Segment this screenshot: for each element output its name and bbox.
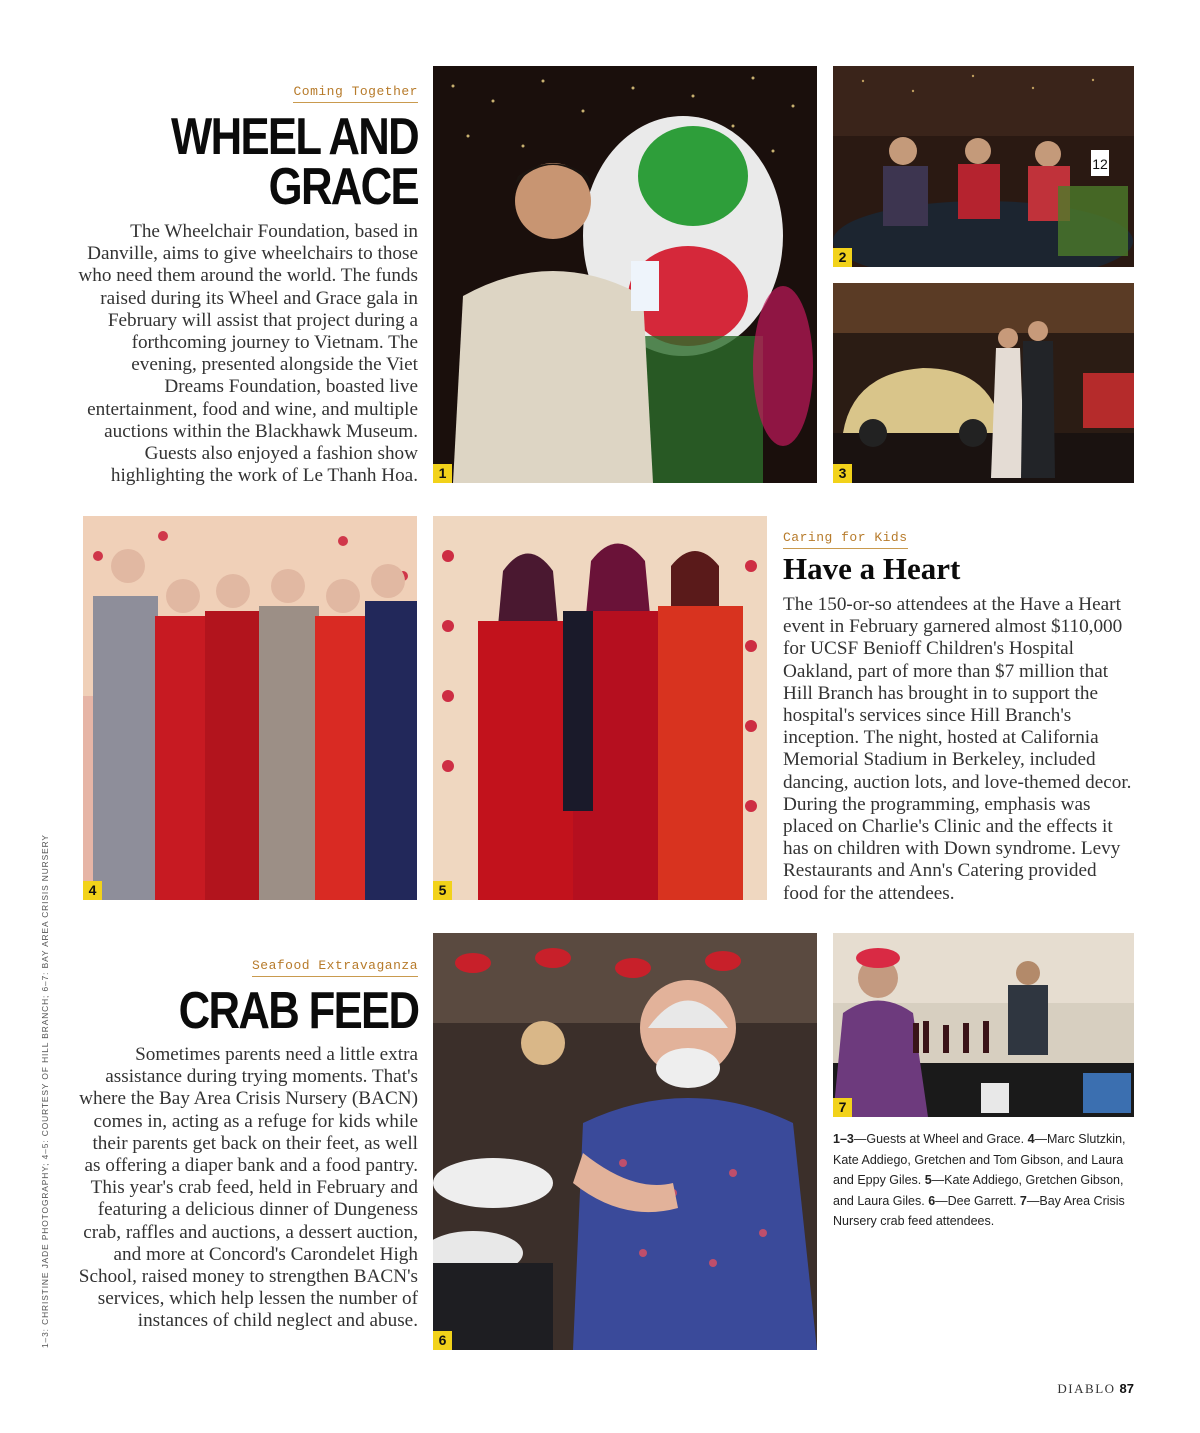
crab-kicker: Seafood Extravaganza	[252, 958, 418, 977]
caption-text-4: —Dee Garrett.	[935, 1193, 1020, 1208]
wheel-body: The Wheelchair Foundation, based in Danville, aims to give wheelchairs to those who need them around the world. The funds raised during its Wheel and Grace gala in February will assist that project during a forthcoming journey to Vietnam. The evening, presented alongside the Viet Dreams Foundation, boasted live entertainment, food and wine, and multiple auctions within the Blackhawk Museum. Guests also enjoyed a fashion show highlighting the work of Le Thanh Hoa.	[78, 221, 418, 487]
heart-kicker: Caring for Kids	[783, 530, 908, 549]
photo-2	[833, 66, 1134, 267]
caption-text-3: —Kate Addiego, Gretchen Gibson, and Laura Giles.	[833, 1173, 1124, 1208]
caption-text-2: —Marc Slutzkin, Kate Addiego, Gretchen and Tom Gibson, and Laura and Eppy Giles.	[833, 1132, 1126, 1187]
photo-number-4: 4	[83, 881, 102, 900]
photo-number-2: 2	[833, 248, 852, 267]
wheel-title-line2: GRACE	[268, 158, 418, 216]
photo-number-1: 1	[433, 464, 452, 483]
photo-2-table-number: 12	[1092, 156, 1108, 172]
magazine-name: DIABLO	[1057, 1381, 1116, 1396]
caption-num-1: 1–3	[833, 1132, 854, 1146]
page-number: 87	[1119, 1381, 1134, 1396]
photo-credit: 1–3: CHRISTINE JADE PHOTOGRAPHY; 4–5: COURTESY OF HILL BRANCH; 6–7: BAY AREA CRISIS NURSERY	[40, 834, 50, 1348]
photo-3	[833, 283, 1134, 483]
photo-captions	[833, 1129, 1133, 1232]
photo-5	[433, 516, 767, 900]
crab-body: Sometimes parents need a little extra assistance during trying moments. That's where the Bay Area Crisis Nursery (BACN) comes in, acting as a refuge for kids while their parents get back on their feet, as well as offering a diaper bank and a food pantry. This year's crab feed, held in February and featuring a delicious dinner of Dungeness crab, raffles and auctions, a dessert auction, and more at Concord's Carondelet High School, raised money to strengthen BACN's services, which help lessen the number of instances of child neglect and abuse.	[78, 1044, 418, 1332]
heart-body: The 150-or-so attendees at the Have a Heart event in February garnered almost $110,000 for UCSF Benioff Children's Hospital Oakland, part of more than $7 million that Hill Branch has brought in to support the hospital's services since Hill Branch's inception. The night, hosted at California Memorial Stadium in Berkeley, included dancing, auction lots, and love-themed decor. During the programming, emphasis was placed on Charlie's Clinic and the effects it has on children with Down syndrome. Levy Restaurants and Ann's Catering provided food for the attendees.	[783, 594, 1132, 904]
photo-4	[83, 516, 417, 900]
photo-number-5: 5	[433, 881, 452, 900]
photo-1	[433, 66, 817, 483]
caption-num-4: 6	[928, 1193, 936, 1208]
crab-title: CRAB FEED	[178, 982, 418, 1040]
wheel-title-line1: WHEEL AND	[171, 108, 418, 166]
photo-number-7: 7	[833, 1098, 852, 1117]
photo-6	[433, 933, 817, 1350]
photo-7	[833, 933, 1134, 1117]
heart-title: Have a Heart	[783, 551, 961, 586]
caption-num-5: 7	[1019, 1193, 1027, 1208]
folio	[1057, 1381, 1134, 1397]
photo-number-6: 6	[433, 1331, 452, 1350]
caption-text-1: —Guests at Wheel and Grace.	[853, 1132, 1028, 1146]
wheel-title	[171, 108, 418, 216]
photo-number-3: 3	[833, 464, 852, 483]
caption-text-5: —Bay Area Crisis Nursery crab feed attendees.	[833, 1193, 1125, 1228]
caption-num-3: 5	[924, 1173, 932, 1187]
caption-num-2: 4	[1027, 1132, 1035, 1146]
wheel-kicker: Coming Together	[293, 84, 418, 103]
